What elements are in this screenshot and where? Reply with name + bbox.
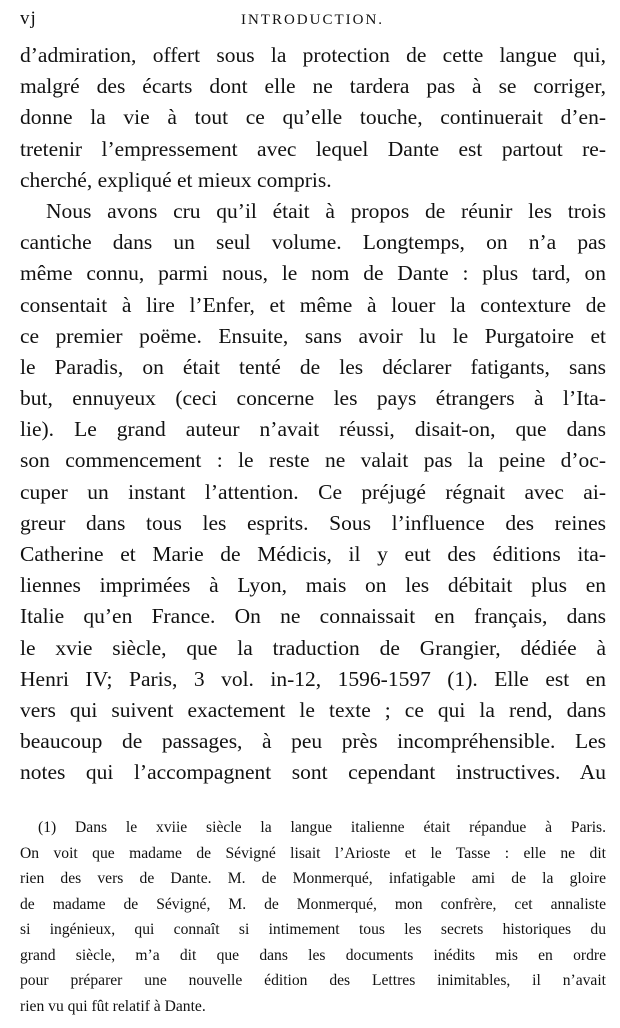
running-head: INTRODUCTION.: [240, 12, 385, 28]
body-line: greur dans tous les esprits. Sous l’influence des reines: [20, 510, 606, 535]
body-line: but, ennuyeux (ceci concerne les pays étrangers à l’Ita-: [20, 386, 606, 411]
body-line: Nous avons cru qu’il était à propos de réunir les trois: [46, 198, 606, 223]
body-line: même connu, parmi nous, le nom de Dante : plus tard, on: [20, 261, 606, 286]
body-text: [20, 40, 606, 789]
body-line: beaucoup de passages, à peu près incompréhensible. Les: [20, 729, 606, 754]
body-line: notes qui l’accompagnent sont cependant instructives. Au: [20, 760, 606, 785]
footnote-line: si ingénieux, qui connaît si intimement tous les secrets historiques du: [20, 921, 606, 938]
body-line: liennes imprimées à Lyon, mais on les débitait plus en: [20, 573, 606, 598]
footnote-line: pour préparer une nouvelle édition des Lettres inimitables, il n’avait: [20, 972, 606, 989]
page-number: vj: [20, 8, 37, 29]
body-line: cantiche dans un seul volume. Longtemps, on n’a pas: [20, 230, 606, 255]
footnote-line: rien des vers de Dante. M. de Monmerqué, infatigable ami de la gloire: [20, 870, 606, 887]
footnote: [20, 815, 606, 1019]
footnote-line: rien vu qui fût relatif à Dante.: [20, 997, 206, 1015]
body-line: le Paradis, on était tenté de les déclarer fatigants, sans: [20, 354, 606, 379]
body-line: Catherine et Marie de Médicis, il y eut des éditions ita-: [20, 542, 606, 566]
footnote-line: On voit que madame de Sévigné lisait l’Arioste et le Tasse : elle ne dit: [20, 844, 606, 862]
body-line: vers qui suivent exactement le texte ; ce qui la rend, dans: [20, 697, 606, 722]
body-line: lie). Le grand auteur n’avait réussi, disait-on, que dans: [20, 417, 606, 442]
footnote-line: (1) Dans le xviie siècle la langue italienne était répandue à Paris.: [38, 819, 606, 836]
body-line: Henri IV; Paris, 3 vol. in-12, 1596-1597 (1). Elle est en: [20, 666, 606, 691]
body-line: malgré des écarts dont elle ne tardera pas à se corriger,: [20, 74, 606, 99]
body-line: Italie qu’en France. On ne connaissait en français, dans: [20, 604, 606, 629]
body-line: cherché, expliqué et mieux compris.: [20, 167, 332, 192]
body-line: d’admiration, offert sous la protection de cette langue qui,: [20, 43, 606, 67]
body-line: consentait à lire l’Enfer, et même à louer la contexture de: [20, 292, 606, 317]
body-line: cuper un instant l’attention. Ce préjugé régnait avec ai-: [20, 479, 606, 504]
body-line: donne la vie à tout ce qu’elle touche, continuerait d’en-: [20, 105, 606, 130]
page-header: [20, 8, 605, 34]
footnote-line: grand siècle, m’a dit que dans les documents inédits mis en ordre: [20, 946, 606, 964]
body-line: tretenir l’empressement avec lequel Dante est partout re-: [20, 136, 606, 161]
footnote-line: de madame de Sévigné, M. de Monmerqué, mon confrère, cet annaliste: [20, 895, 606, 913]
body-line: son commencement : le reste ne valait pas la peine d’oc-: [20, 448, 606, 473]
body-line: ce premier poëme. Ensuite, sans avoir lu le Purgatoire et: [20, 323, 606, 348]
body-line: le xvie siècle, que la traduction de Grangier, dédiée à: [20, 635, 606, 660]
